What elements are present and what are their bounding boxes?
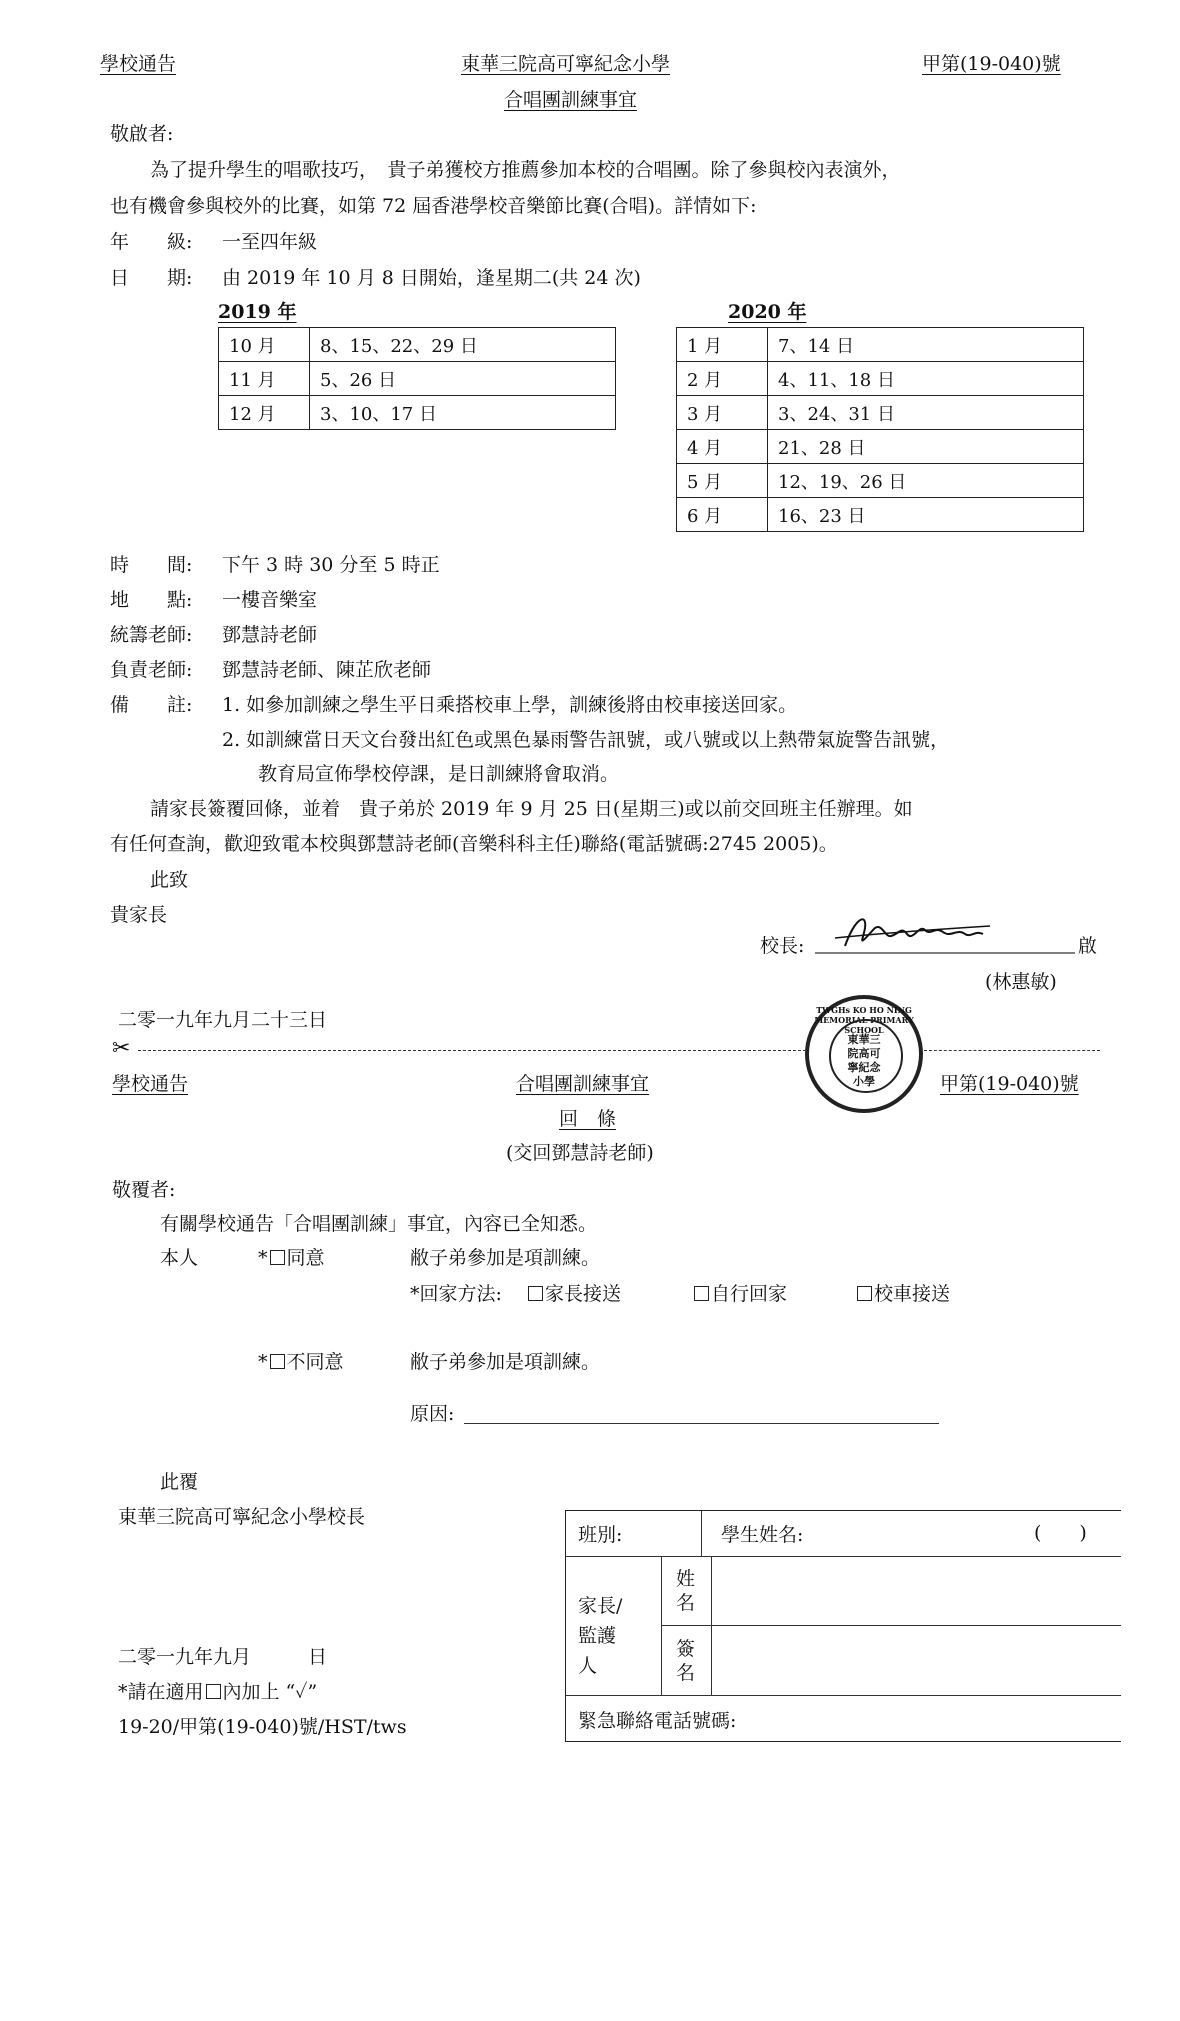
notice-subject: 合唱團訓練事宜 [504, 89, 638, 111]
table-row [677, 362, 1084, 396]
cut-line [138, 1050, 806, 1051]
parent-signature-label: 簽 名 [676, 1638, 696, 1684]
table-row [677, 464, 1084, 498]
date-label: 日 期: [110, 267, 193, 289]
agree-label: 同意 [286, 1247, 325, 1269]
reply-subject: 合唱團訓練事宜 [516, 1073, 650, 1095]
reply-info-table [565, 1510, 1121, 1742]
self-return-label: 自行回家 [711, 1283, 788, 1305]
tick-note-suffix: 內加上 “✓” [222, 1681, 318, 1703]
place-label: 地 點: [110, 589, 193, 611]
disagree-prefix: * [258, 1351, 268, 1373]
self-return-checkbox[interactable] [694, 1286, 709, 1301]
student-name-field[interactable] [856, 1513, 1026, 1553]
salutation: 敬啟者: [110, 123, 174, 145]
reply-notice-type: 學校通告 [112, 1073, 189, 1095]
remark-label: 備 註: [110, 694, 193, 716]
days-cell: 4、11、18 日 [768, 362, 1084, 396]
time-label: 時 間: [110, 554, 193, 576]
days-cell: 5、26 日 [310, 362, 616, 396]
closing-2: 貴家長 [110, 904, 168, 926]
coordinator-value: 鄧慧詩老師 [222, 624, 318, 646]
grade-label: 年 級: [110, 231, 193, 253]
cut-line-right [924, 1050, 1100, 1051]
paragraph-1-line-2: 也有機會參與校外的比賽，如第 72 屆香港學校音樂節比賽(合唱)。詳情如下: [110, 195, 757, 217]
responsible-label: 負責老師: [110, 659, 193, 681]
year-2019-heading: 2019 年 [218, 301, 297, 323]
time-value: 下午 3 時 30 分至 5 時正 [222, 554, 440, 576]
emergency-phone-field[interactable] [766, 1701, 1116, 1737]
table-row [677, 498, 1084, 532]
emergency-phone-label: 緊急聯絡電話號碼: [578, 1710, 737, 1732]
agree-prefix: * [258, 1247, 268, 1269]
disagree-checkbox[interactable] [270, 1354, 285, 1369]
reply-self: 本人 [160, 1247, 199, 1269]
agree-text: 敝子弟參加是項訓練。 [410, 1247, 601, 1269]
month-cell: 12 月 [219, 396, 310, 430]
reply-acknowledge: 有關學校通告「合唱團訓練」事宜，內容已全知悉。 [160, 1213, 598, 1235]
month-cell: 1 月 [677, 328, 768, 362]
month-cell: 2 月 [677, 362, 768, 396]
reply-salutation: 敬覆者: [112, 1179, 176, 1201]
responsible-value: 鄧慧詩老師、陳芷欣老師 [222, 659, 432, 681]
days-cell: 7、14 日 [768, 328, 1084, 362]
month-cell: 4 月 [677, 430, 768, 464]
days-cell: 21、28 日 [768, 430, 1084, 464]
reply-date: 二零一九年九月 日 [118, 1646, 328, 1668]
tick-note [118, 1680, 317, 1704]
reason-label: 原因: [410, 1403, 455, 1425]
principal-signature-icon [815, 908, 1075, 958]
school-name: 東華三院高可寧紀念小學 [461, 53, 671, 75]
stamp-inner-text: 東華三院高可寧紀念小學 [847, 1033, 881, 1088]
remark-1: 1. 如參加訓練之學生平日乘搭校車上學，訓練後將由校車接送回家。 [222, 694, 798, 716]
parent-pickup-label: 家長接送 [545, 1283, 622, 1305]
days-cell: 12、19、26 日 [768, 464, 1084, 498]
student-number-bracket: ( ) [1034, 1522, 1087, 1544]
remark-2-line-2: 教育局宣佈學校停課，是日訓練將會取消。 [258, 763, 620, 785]
notice-type: 學校通告 [100, 53, 177, 75]
table-row [677, 396, 1084, 430]
notice-date: 二零一九年九月二十三日 [118, 1009, 328, 1031]
paragraph-1-line-1: 為了提升學生的唱歌技巧， 貴子弟獲校方推薦參加本校的合唱團。除了參與校內表演外， [150, 159, 901, 181]
class-label: 班別: [578, 1524, 623, 1546]
agree-option[interactable] [258, 1246, 325, 1270]
notice-number: 甲第(19-040)號 [922, 53, 1061, 75]
table-row [219, 396, 616, 430]
reference-code: 19-20/甲第(19-040)號/HST/tws [118, 1716, 407, 1738]
parent-signature-field[interactable] [716, 1629, 1116, 1691]
remark-2-line-1: 2. 如訓練當日天文台發出紅色或黑色暴雨警告訊號，或八號或以上熱帶氣旋警告訊號， [222, 729, 950, 751]
parent-pickup-checkbox[interactable] [528, 1286, 543, 1301]
month-cell: 10 月 [219, 328, 310, 362]
schedule-2019-table [218, 327, 616, 430]
days-cell: 3、10、17 日 [310, 396, 616, 430]
month-cell: 3 月 [677, 396, 768, 430]
school-bus-checkbox[interactable] [857, 1286, 872, 1301]
month-cell: 5 月 [677, 464, 768, 498]
coordinator-label: 統籌老師: [110, 624, 193, 646]
grade-value: 一至四年級 [222, 231, 318, 253]
table-row [219, 362, 616, 396]
year-2020-heading: 2020 年 [728, 301, 807, 323]
parent-label: 家長/ 監護 人 [578, 1595, 623, 1677]
agree-checkbox[interactable] [270, 1250, 285, 1265]
closing-1: 此致 [150, 869, 189, 891]
parent-name-field[interactable] [716, 1559, 1116, 1621]
reply-subtitle: (交回鄧慧詩老師) [506, 1142, 654, 1164]
table-row [219, 328, 616, 362]
table-row [677, 328, 1084, 362]
parent-name-label: 姓 名 [676, 1568, 696, 1614]
days-cell: 16、23 日 [768, 498, 1084, 532]
tick-note-prefix: *請在適用 [118, 1681, 204, 1703]
reason-input-line[interactable] [464, 1423, 939, 1424]
place-value: 一樓音樂室 [222, 589, 318, 611]
return-option-parent[interactable] [526, 1282, 621, 1306]
days-cell: 8、15、22、29 日 [310, 328, 616, 362]
reply-closing-1: 此覆 [160, 1471, 199, 1493]
principal-end: 啟 [1078, 935, 1098, 957]
disagree-option[interactable] [258, 1350, 344, 1374]
month-cell: 11 月 [219, 362, 310, 396]
month-cell: 6 月 [677, 498, 768, 532]
stamp-outer-text: TWGHs KO HO NING MEMORIAL PRIMARY SCHOOL [814, 1005, 914, 1035]
return-option-self[interactable] [692, 1282, 787, 1306]
student-name-label: 學生姓名: [721, 1524, 804, 1546]
reply-closing-2: 東華三院高可寧紀念小學校長 [118, 1506, 366, 1528]
principal-label: 校長: [760, 935, 805, 957]
paragraph-2-line-2: 有任何查詢，歡迎致電本校與鄧慧詩老師(音樂科科主任)聯絡(電話號碼:2745 2005)。 [110, 833, 838, 855]
scissors-icon: ✂ [112, 1036, 131, 1061]
date-value: 由 2019 年 10 月 8 日開始，逢星期二(共 24 次) [222, 267, 641, 289]
disagree-text: 敝子弟參加是項訓練。 [410, 1351, 601, 1373]
return-option-bus[interactable] [855, 1282, 950, 1306]
principal-name: (林惠敏) [985, 971, 1057, 993]
table-row [677, 430, 1084, 464]
school-stamp [805, 995, 923, 1113]
disagree-label: 不同意 [286, 1351, 344, 1373]
school-bus-label: 校車接送 [874, 1283, 951, 1305]
reply-title: 回 條 [559, 1108, 617, 1130]
days-cell: 3、24、31 日 [768, 396, 1084, 430]
schedule-2020-table [676, 327, 1084, 532]
tick-note-box-icon [206, 1684, 221, 1699]
reply-notice-number: 甲第(19-040)號 [940, 1073, 1079, 1095]
return-method-label: *回家方法: [410, 1283, 502, 1305]
paragraph-2-line-1: 請家長簽覆回條，並着 貴子弟於 2019 年 9 月 25 日(星期三)或以前交回班主任辦理。如 [150, 798, 913, 820]
